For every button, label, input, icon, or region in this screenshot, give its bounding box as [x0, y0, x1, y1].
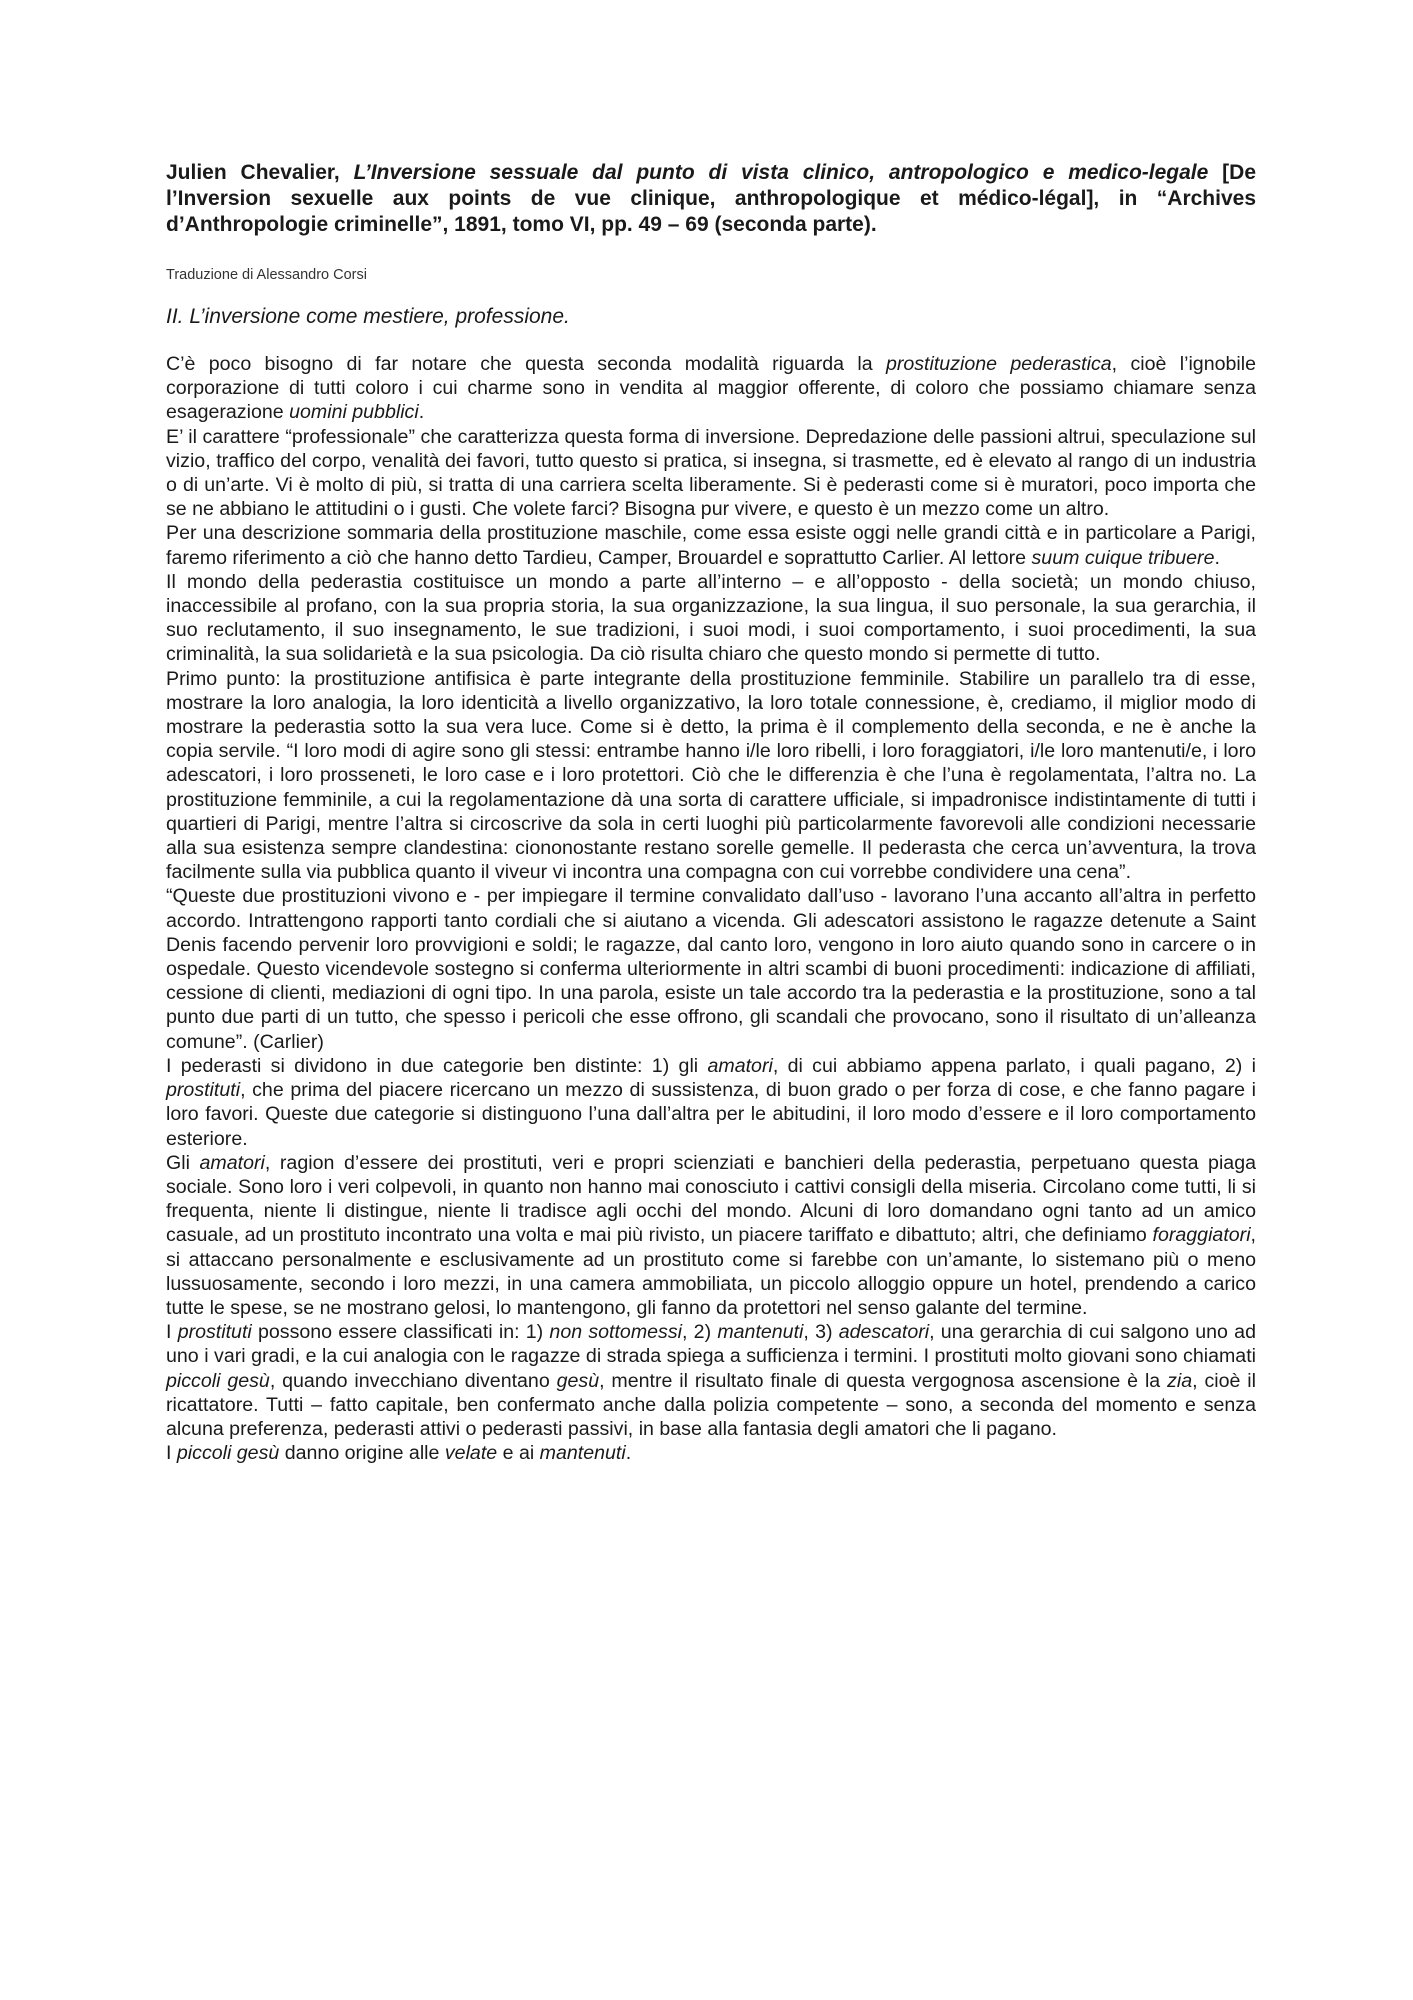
text-run: , mentre il risultato finale di questa vergognosa ascensione è la	[599, 1369, 1168, 1392]
translator-credit: Traduzione di Alessandro Corsi	[166, 267, 367, 283]
text-run: , ragion d’essere dei prostituti, veri e propri scienziati e banchieri della pederastia, perpetuano questa piaga sociale. Sono loro i veri colpevoli, in quanto non hanno mai conosciuto i cattivi consigli della miseria. Circolano come tutti, li si frequenta, niente li distingue, niente li tradisce agli occhi del mondo. Alcuni di loro domandano ogni tanto ad un amico casuale, ad un prostituto incontrato una volta e mai più rivisto, un piacere tariffato e dibattuto; altri, che definiamo	[166, 1151, 1256, 1247]
text-run: , che prima del piacere ricercano un mezzo di sussistenza, di buon grado o per forza di cose, e che fanno pagare i loro favori. Queste due categorie si distinguono l’una dall’altra per le abitudini, il loro modo d’essere e il loro comportamento esteriore.	[166, 1079, 1256, 1150]
italic-term: adescatori	[838, 1321, 930, 1344]
text-run: , di cui abbiamo appena parlato, i quali pagano, 2) i	[772, 1054, 1256, 1077]
text-run: , 3)	[803, 1321, 839, 1344]
italic-term: prostituti	[177, 1321, 252, 1344]
text-run: E’ il carattere “professionale” che caratterizza questa forma di inversione. Depredazione delle passioni altrui, speculazione sul vizio, traffico del corpo, venalità dei favori, tutto questo si pratica, si insegna, si trasmette, ed è elevato al rango di un industria o di un’arte. Vi è molto di più, si tratta di una carriera scelta liberamente. Si è pederasti come si è muratori, poco importa che se ne abbiano le attitudini o i gusti. Che volete farci? Bisogna pur vivere, e questo è un mezzo come un altro.	[166, 425, 1256, 521]
text-run: , 2)	[682, 1321, 718, 1344]
paragraph	[166, 1151, 1256, 1320]
italic-term: amatori	[707, 1054, 773, 1077]
paragraph	[166, 521, 1256, 569]
section-heading: II. L’inversione come mestiere, professione.	[166, 305, 570, 328]
title-author: Julien Chevalier,	[166, 161, 340, 184]
text-run: Il mondo della pederastia costituisce un mondo a parte all’interno – e all’opposto - della società; un mondo chiuso, inaccessibile al profano, con la sua propria storia, la sua organizzazione, la sua lingua, il suo personale, la sua gerarchia, il suo reclutamento, il suo insegnamento, le sue tradizioni, i suoi modi, i suoi comportamento, i suoi procedimenti, la sua criminalità, la sua solidarietà e la sua psicologia. Da ciò risulta chiaro che questo mondo si permette di tutto.	[166, 570, 1256, 666]
text-run: , cioè il ricattatore. Tutti – fatto capitale, ben confermato anche dalla polizia competente – sono, a seconda del momento e senza alcuna preferenza, pederasti attivi o pederasti passivi, in base alla fantasia degli amatori che li pagano.	[166, 1369, 1256, 1440]
paragraph	[166, 884, 1256, 1053]
paragraph	[166, 1441, 1256, 1465]
paragraph	[166, 352, 1256, 425]
paragraph	[166, 1054, 1256, 1151]
text-run: .	[625, 1442, 632, 1465]
text-run: , si attaccano personalmente e esclusivamente ad un prostituto come si farebbe con un’amante, lo sistemano più o meno lussuosamente, secondo i loro mezzi, in una camera ammobiliata, un piccolo alloggio oppure un hotel, prendendo a carico tutte le spese, se ne mostrano gelosi, lo mantengono, gli fanno da protettori nel senso galante del termine.	[166, 1224, 1256, 1319]
text-run: Primo punto: la prostituzione antifisica è parte integrante della prostituzione femminile. Stabilire un parallelo tra di esse, mostrare la loro analogia, la loro identicità a livello organizzativo, la loro totale connessione, è, crediamo, il miglior modo di mostrare la pederastia sotto la sua vera luce. Come si è detto, la prima è il complemento della seconda, e ne è anche la copia servile. “I loro modi di agire sono gli stessi: entrambe hanno i/le loro ribelli, i loro foraggiatori, i/le loro mantenuti/e, i loro adescatori, i loro prosseneti, le loro case e i loro protettori. Ciò che le differenzia è che l’una è regolamentata, l’altra no. La prostituzione femminile, a cui la regolamentazione dà una sorta di carattere ufficiale, si impadronisce indistintamente di tutti i quartieri di Parigi, mentre l’altra si circoscrive da sola in certi luoghi più particolarmente favorevoli alle condizioni necessarie alla sua esistenza sempre clandestina: ciononostante restano sorelle gemelle. Il pederasta che cerca un’avventura, la trova facilmente sulla via pubblica quanto il viveur vi incontra una compagna con cui vorrebbe condividere una cena”.	[166, 667, 1256, 884]
text-run: I	[166, 1442, 177, 1465]
italic-term: zia	[1167, 1369, 1193, 1392]
italic-term: prostituzione pederastica	[885, 353, 1112, 375]
italic-term: foraggiatori	[1152, 1224, 1251, 1247]
text-run: danno origine alle	[279, 1442, 445, 1465]
text-run: , quando invecchiano diventano	[269, 1369, 557, 1392]
title-italic: L’Inversione sessuale dal punto di vista clinico, antropologico e medico-legale	[353, 161, 1209, 184]
italic-term: gesù	[556, 1369, 600, 1392]
italic-term: velate	[444, 1442, 498, 1465]
document-page	[166, 160, 1256, 1465]
italic-term: uomini pubblici	[289, 401, 419, 424]
italic-term: mantenuti	[539, 1442, 626, 1465]
text-run: e ai	[497, 1442, 540, 1465]
text-run: possono essere classificati in: 1)	[251, 1321, 550, 1344]
document-title	[166, 160, 1256, 238]
text-run: .	[1214, 546, 1220, 569]
text-run: I pederasti si dividono in due categorie ben distinte: 1) gli	[166, 1054, 708, 1077]
paragraph	[166, 1320, 1256, 1441]
title-rest: [De l’Inversion sexuelle aux points de vue clinique, anthropologique et médico-légal], in “Archives d’Anthropologie criminelle”, 1891, tomo VI, pp. 49 – 69 (seconda parte).	[166, 161, 1256, 236]
italic-term: non sottomessi	[549, 1321, 682, 1344]
text-run: , una gerarchia di cui salgono uno ad uno i vari gradi, e la cui analogia con le ragazze di strada spiega a sufficienza i termini. I prostituti molto giovani sono chiamati	[166, 1321, 1256, 1368]
text-run: .	[418, 401, 425, 424]
text-run: C’è poco bisogno di far notare che questa seconda modalità riguarda la	[166, 353, 886, 375]
italic-term: mantenuti	[717, 1321, 804, 1344]
text-run: Per una descrizione sommaria della prostituzione maschile, come essa esiste oggi nelle grandi città e in particolare a Parigi, faremo riferimento a ciò che hanno detto Tardieu, Camper, Brouardel e soprattutto Carlier. Al lettore	[166, 522, 1256, 569]
italic-term: suum cuique tribuere	[1031, 546, 1215, 569]
body-text	[166, 352, 1256, 1465]
italic-term: amatori	[199, 1151, 265, 1174]
text-run: “Queste due prostituzioni vivono e - per impiegare il termine convalidato dall’uso - lavorano l’una accanto all’altra in perfetto accordo. Intrattengono rapporti tanto cordiali che si aiutano a vicenda. Gli adescatori assistono le ragazze detenute a Saint Denis facendo pervenir loro provvigioni e soldi; le ragazze, dal canto loro, vengono in loro aiuto quando sono in carcere o in ospedale. Questo vicendevole sostegno si conferma ulteriormente in altri scambi di buoni procedimenti: indicazione di affiliati, cessione di clienti, mediazioni di ogni tipo. In una parola, esiste un tale accordo tra la pederastia e la prostituzione, sono a tal punto due parti di un tutto, che spesso i pericoli che esse offrono, gli scandali che provocano, sono il risultato di un’alleanza comune”. (Carlier)	[166, 885, 1256, 1053]
text-run: , cioè l’ignobile corporazione di tutti coloro i cui charme sono in vendita al maggior offerente, di coloro che possiamo chiamare senza esagerazione	[166, 353, 1256, 424]
paragraph	[166, 667, 1256, 885]
text-run: Gli	[166, 1151, 200, 1174]
paragraph	[166, 425, 1256, 522]
italic-term: prostituti	[166, 1079, 241, 1102]
text-run: I	[166, 1321, 178, 1344]
paragraph	[166, 570, 1256, 667]
italic-term: piccoli gesù	[166, 1369, 270, 1392]
italic-term: piccoli gesù	[176, 1442, 280, 1465]
